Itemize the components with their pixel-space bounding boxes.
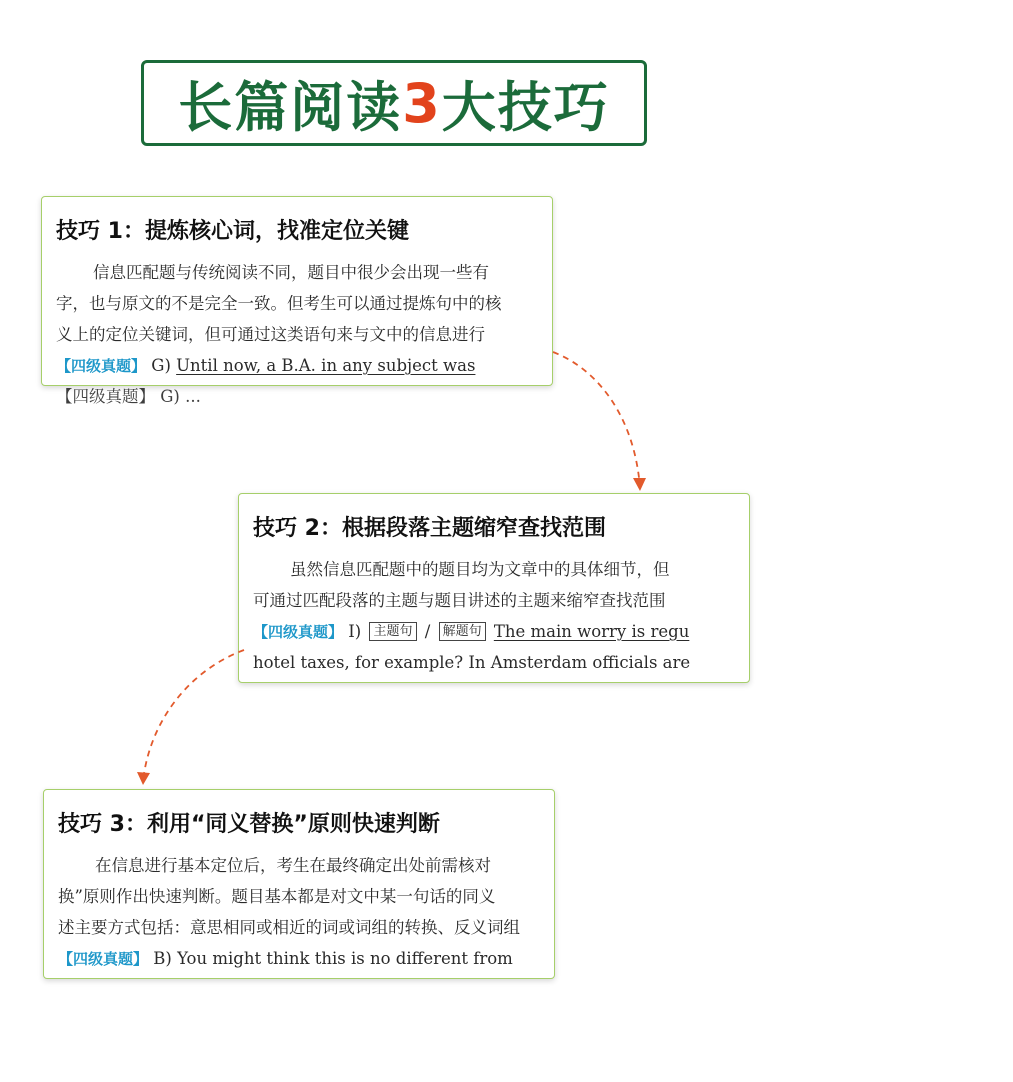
tip-3-line-3: 述主要方式包括：意思相同或相近的词或词组的转换、反义词组 xyxy=(58,918,520,937)
tip-3-heading: 技巧 3：利用“同义替换”原则快速判断 xyxy=(58,812,440,837)
tip-2-line-2: 可通过匹配段落的主题与题目讲述的主题来缩窄查找范围 xyxy=(253,591,666,610)
tip-2-line-after: hotel taxes, for example? In Amsterdam officials are xyxy=(253,653,691,672)
exam-tag: 【四级真题】 xyxy=(56,357,147,375)
answer-sentence-box: 解题句 xyxy=(439,622,486,641)
tip-1-line-3: 义上的定位关键词，但可通过这类语句来与文中的信息进行 xyxy=(56,325,485,344)
tip-1-heading: 技巧 1：提炼核心词，找准定位关键 xyxy=(56,219,409,244)
example-label: I) xyxy=(348,622,362,641)
example-label: G) xyxy=(151,356,171,375)
example-text: You might think this is no different from xyxy=(177,949,513,968)
title-suffix: 大技巧 xyxy=(441,75,610,139)
tip-2-heading: 技巧 2：根据段落主题缩窄查找范围 xyxy=(253,516,606,541)
exam-tag: 【四级真题】 xyxy=(58,950,149,968)
title-prefix: 长篇阅读 xyxy=(178,75,403,139)
tip-1-line-2: 字，也与原文的不是完全一致。但考生可以通过提炼句中的核 xyxy=(56,294,502,313)
arrowhead-1 xyxy=(633,478,646,491)
topic-sentence-box: 主题句 xyxy=(369,622,416,641)
example-text: Until now, a B.A. in any subject was xyxy=(176,356,476,375)
tip-1-cut-line: 【四级真题】 G) ... xyxy=(56,387,201,406)
tip-3-line-2: 换”原则作出快速判断。题目基本都是对文中某一句话的同义 xyxy=(58,887,496,906)
title-number: 3 xyxy=(402,71,442,135)
exam-tag: 【四级真题】 xyxy=(253,623,344,641)
arrowhead-2 xyxy=(137,772,150,785)
tip-2-line-1: 虽然信息匹配题中的题目均为文章中的具体细节，但 xyxy=(290,560,670,579)
arrow-card2-to-card3 xyxy=(143,650,244,781)
tip-3-line-1: 在信息进行基本定位后，考生在最终确定出处前需核对 xyxy=(95,856,491,875)
example-text: The main worry is regu xyxy=(493,622,690,641)
example-label: B) xyxy=(153,949,172,968)
arrow-card1-to-card2 xyxy=(553,352,640,488)
slash-separator: / xyxy=(424,622,431,641)
tip-1-line-1: 信息匹配题与传统阅读不同，题目中很少会出现一些有 xyxy=(93,263,489,282)
